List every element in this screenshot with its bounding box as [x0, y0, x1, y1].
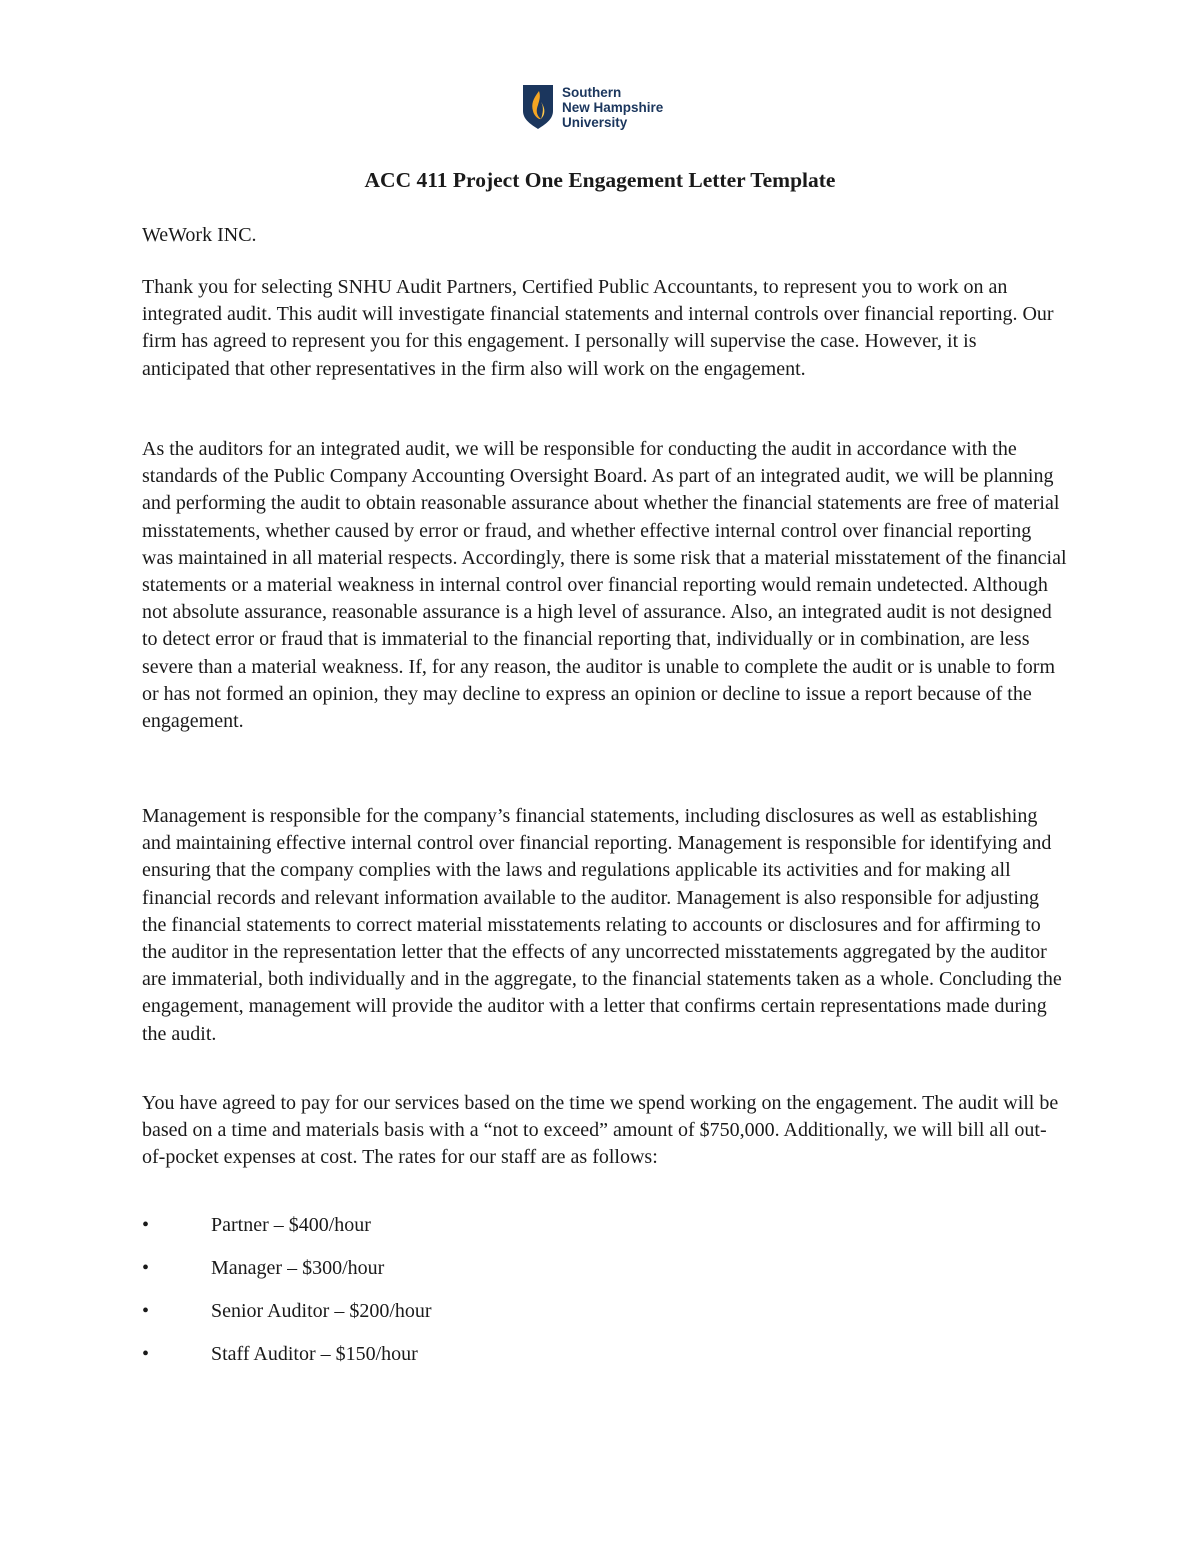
bullet-symbol: • [142, 1343, 150, 1365]
logo-line-new-hampshire: New Hampshire [562, 100, 664, 115]
logo-line-southern: Southern [562, 85, 622, 100]
bullet-symbol: • [142, 1214, 150, 1236]
addressee: WeWork INC. [142, 224, 257, 246]
rate-manager: Manager – $300/hour [211, 1257, 385, 1279]
list-item [142, 1212, 432, 1255]
list-item [142, 1298, 432, 1341]
rate-senior-auditor: Senior Auditor – $200/hour [211, 1300, 432, 1322]
bullet-symbol: • [142, 1257, 150, 1279]
university-wordmark [562, 85, 663, 130]
paragraph-fees: You have agreed to pay for our services based on the time we spend working on the engagement. The audit will be based on a time and materials basis with a “not to exceed” amount of $750,000. Additionally, we will bill all out-of-pocket expenses at cost. The rates for our staff are as follows: [142, 1092, 1059, 1169]
bullet-symbol: • [142, 1300, 150, 1322]
rate-staff-auditor: Staff Auditor – $150/hour [211, 1343, 418, 1365]
university-logo [522, 84, 663, 130]
logo-line-university: University [562, 115, 628, 130]
paragraph-management-responsibility: Management is responsible for the company’s financial statements, including disclosures as well as establishing and maintaining effective internal control over financial reporting. Management is responsible for identifying and ensuring that the company complies with the laws and regulations applicable its activities and for making all financial records and relevant information available to the auditor. Management is also responsible for adjusting the financial statements to correct material misstatements relating to accounts or disclosures and for affirming to the auditor in the representation letter that the effects of any uncorrected misstatements aggregated by the auditor are immaterial, both individually and in the aggregate, to the financial statements taken as a whole. Concluding the engagement, management will provide the auditor with a letter that confirms certain representations made during the audit. [142, 805, 1062, 1045]
staff-rates-list [142, 1212, 432, 1384]
list-item [142, 1255, 432, 1298]
paragraph-auditor-responsibility: As the auditors for an integrated audit, we will be responsible for conducting the audit in accordance with the standards of the Public Company Accounting Oversight Board. As part of an integrated audit, we will be planning and performing the audit to obtain reasonable assurance about whether the financial statements are free of material misstatements, whether caused by error or fraud, and whether effective internal control over financial reporting was maintained in all material respects. Accordingly, there is some risk that a material misstatement of the financial statements or a material weakness in internal control over financial reporting would remain undetected. Although not absolute assurance, reasonable assurance is a high level of assurance. Also, an integrated audit is not designed to detect error or fraud that is immaterial to the financial reporting that, individually or in combination, are less severe than a material weakness. If, for any reason, the auditor is unable to complete the audit or is unable to form or has not formed an opinion, they may decline to express an opinion or decline to issue a report because of the engagement. [142, 438, 1067, 733]
list-item [142, 1341, 432, 1384]
paragraph-introduction: Thank you for selecting SNHU Audit Partners, Certified Public Accountants, to represent you to work on an integrated audit. This audit will investigate financial statements and internal controls over financial reporting. Our firm has agreed to represent you for this engagement. I personally will supervise the case. However, it is anticipated that other representatives in the firm also will work on the engagement. [142, 276, 1054, 380]
document-title: ACC 411 Project One Engagement Letter Template [364, 168, 836, 192]
shield-flame-icon [522, 84, 554, 130]
rate-partner: Partner – $400/hour [211, 1214, 371, 1236]
